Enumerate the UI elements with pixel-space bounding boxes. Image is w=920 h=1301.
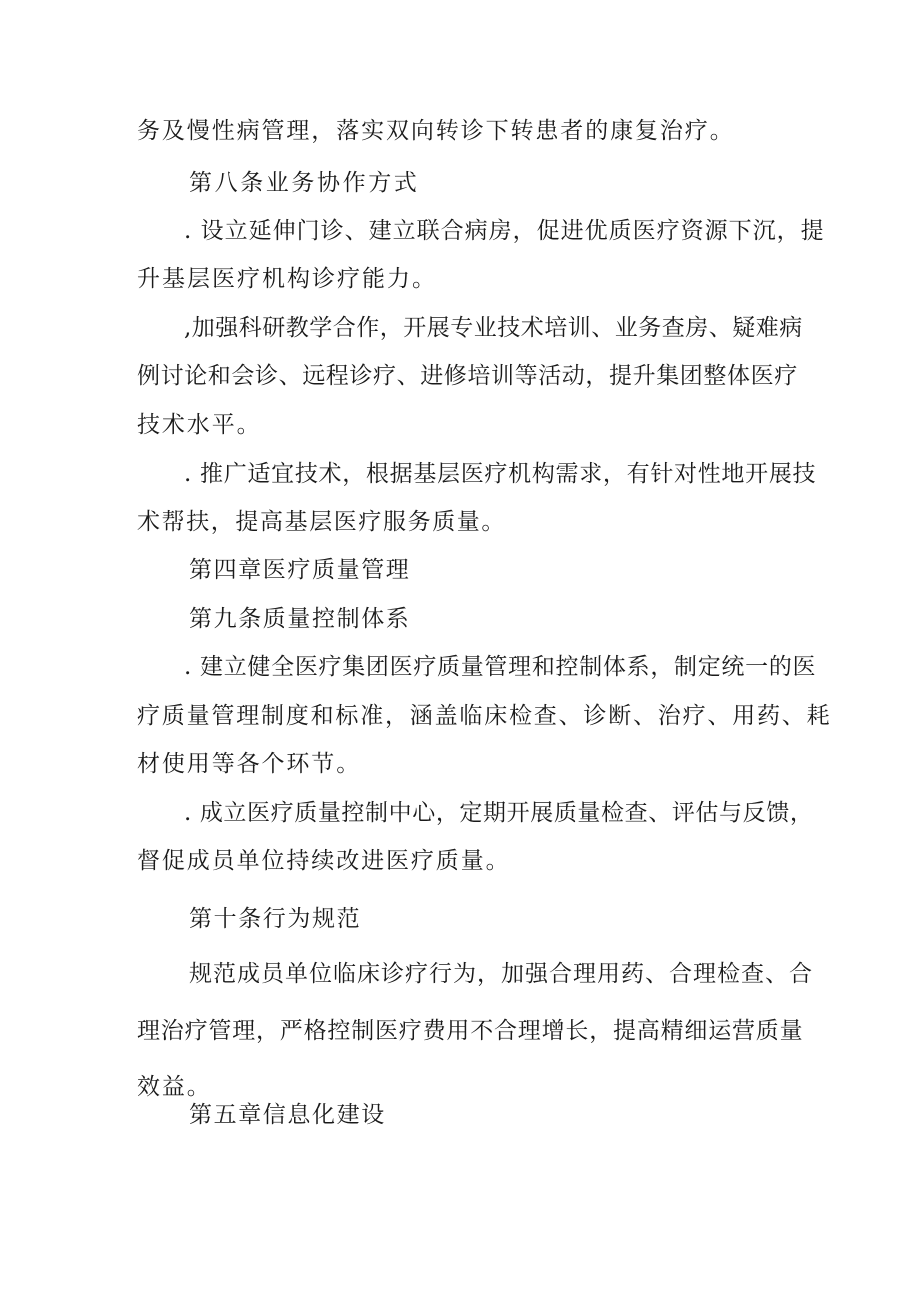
text-line: . 建立健全医疗集团医疗质量管理和控制体系，制定统一的医 bbox=[184, 654, 817, 680]
text-line: 例讨论和会诊、远程诊疗、进修培训等活动，提升集团整体医疗 bbox=[137, 363, 798, 389]
article-heading: 第九条质量控制体系 bbox=[189, 606, 411, 632]
text-line: . 成立医疗质量控制中心，定期开展质量检查、评估与反馈， bbox=[184, 800, 814, 826]
text-line: . 设立延伸门诊、建立联合病房，促进优质医疗资源下沉，提 bbox=[184, 218, 825, 244]
text-line: 升基层医疗机构诊疗能力。 bbox=[137, 266, 437, 292]
text-line: 务及慢性病管理，落实双向转诊下转患者的康复治疗。 bbox=[137, 118, 735, 144]
article-heading: 第八条业务协作方式 bbox=[189, 170, 420, 196]
text-line: 效益。 bbox=[137, 1074, 212, 1100]
text-line: ,加强科研教学合作，开展专业技术培训、业务查房、疑难病 bbox=[184, 315, 803, 341]
text-line: 技术水平。 bbox=[137, 412, 262, 438]
text-line: 督促成员单位持续改进医疗质量。 bbox=[137, 848, 511, 874]
article-heading: 第十条行为规范 bbox=[189, 906, 362, 932]
chapter-heading: 第四章医疗质量管理 bbox=[189, 557, 411, 583]
text-line: 术帮扶，提高基层医疗服务质量。 bbox=[137, 509, 506, 535]
chapter-heading: 第五章信息化建设 bbox=[189, 1102, 386, 1128]
text-line: 材使用等各个环节。 bbox=[137, 751, 362, 777]
text-line: . 推广适宜技术，根据基层医疗机构需求，有针对性地开展技 bbox=[184, 461, 817, 487]
text-line: 理治疗管理，严格控制医疗费用不合理增长，提高精细运营质量 bbox=[137, 1018, 804, 1044]
text-line: 疗质量管理制度和标准，涵盖临床检查、诊断、治疗、用药、耗 bbox=[137, 703, 832, 729]
text-line: 规范成员单位临床诊疗行为，加强合理用药、合理检查、合 bbox=[189, 961, 813, 987]
